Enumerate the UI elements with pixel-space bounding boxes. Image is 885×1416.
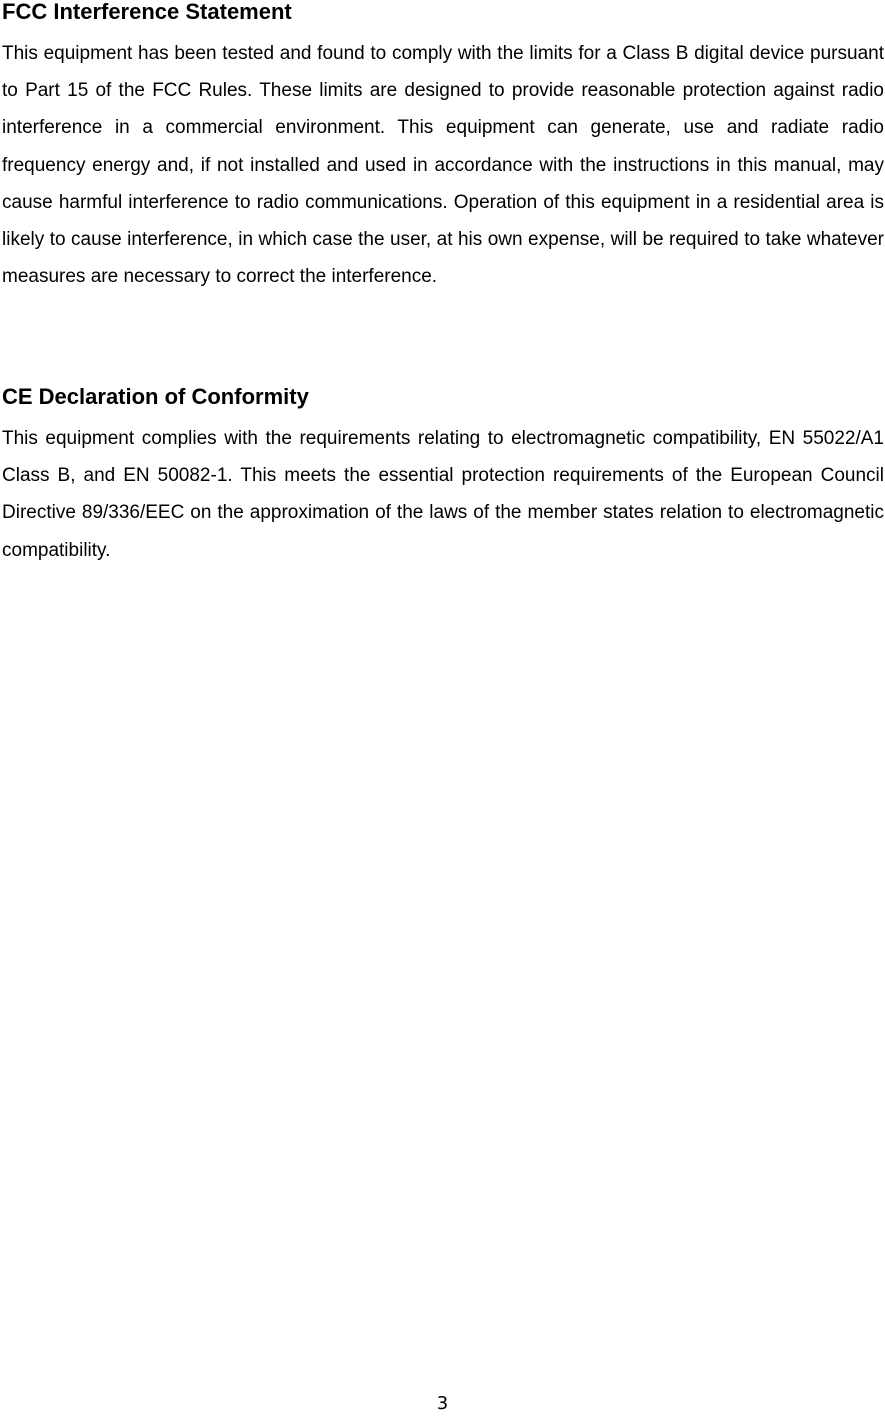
fcc-heading: FCC Interference Statement (2, 0, 292, 24)
ce-paragraph: This equipment complies with the requirements relating to electromagnetic compatibility, EN 55022/A1 Class B, and EN 50082-1. This meets the essential protection requirements of the European Council Directive 89/336/EEC on the approximation of the laws of the member states relation to electromagnetic compatibility. (2, 428, 884, 561)
page-number: 3 (436, 1393, 449, 1414)
ce-heading: CE Declaration of Conformity (2, 384, 309, 409)
fcc-paragraph: This equipment has been tested and found to comply with the limits for a Class B digital device pursuant to Part 15 of the FCC Rules. These limits are designed to provide reasonable protection against radio interference in a commercial environment. This equipment can generate, use and radiate radio frequency energy and, if not installed and used in accordance with the instructions in this manual, may cause harmful interference to radio communications. Operation of this equipment in a residential area is likely to cause interference, in which case the user, at his own expense, will be required to take whatever measures are necessary to correct the interference. (2, 43, 884, 288)
